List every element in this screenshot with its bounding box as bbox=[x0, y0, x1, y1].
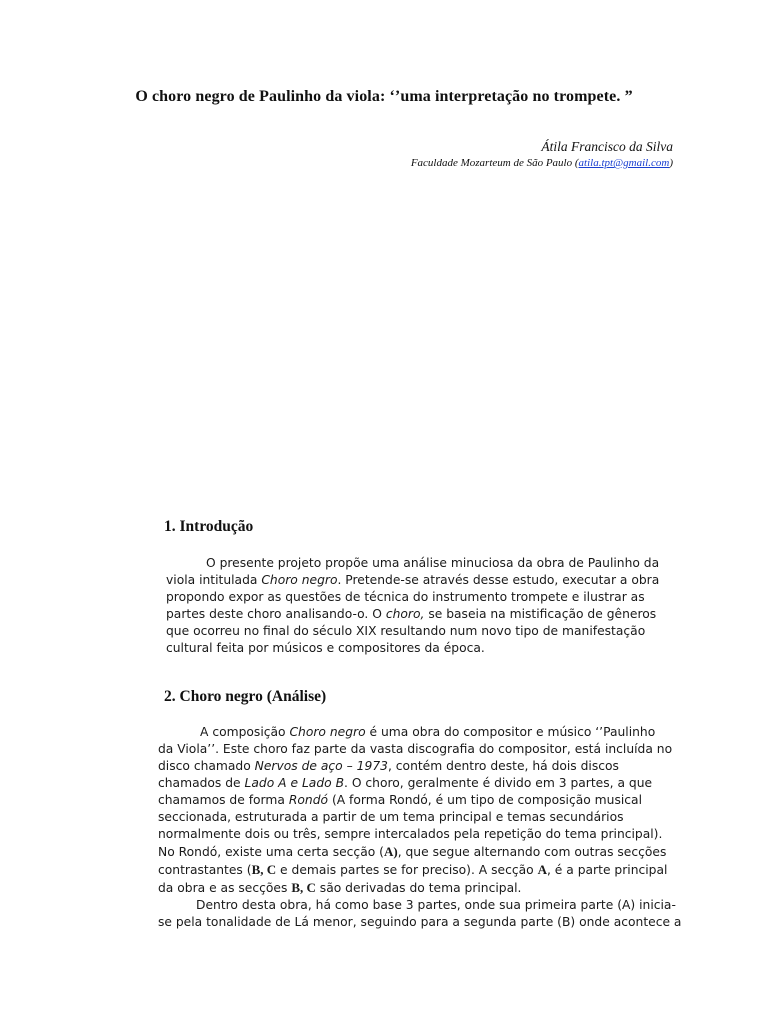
text-run: . Pretende-se através desse estudo, executar a obra bbox=[337, 573, 660, 587]
text-run: são derivadas do tema principal. bbox=[315, 881, 522, 895]
author-affiliation bbox=[411, 157, 673, 169]
section-label-bold: B, C bbox=[251, 862, 277, 877]
text-line bbox=[158, 914, 682, 931]
section-label-bold: A bbox=[537, 862, 547, 877]
section-label-bold: B, C bbox=[291, 880, 316, 895]
text-line bbox=[158, 775, 678, 792]
text-line bbox=[166, 572, 666, 589]
text-line bbox=[158, 861, 678, 879]
text-run: cultural feita por músicos e compositores da época. bbox=[166, 641, 485, 655]
text-run: , que segue alternando com outras secções bbox=[397, 845, 667, 859]
author-name: Átila Francisco da Silva bbox=[541, 139, 673, 154]
text-line bbox=[158, 758, 678, 775]
text-line bbox=[166, 640, 666, 657]
text-line bbox=[158, 724, 678, 741]
text-run: No Rondó, existe uma certa secção ( bbox=[158, 845, 384, 859]
text-line bbox=[158, 843, 678, 861]
text-run: chamados de bbox=[158, 776, 245, 790]
text-run: , é a parte principal bbox=[546, 863, 668, 877]
text-run: se pela tonalidade de Lá menor, seguindo para a segunda parte (B) onde acontece a bbox=[158, 915, 682, 929]
author-email-link[interactable]: atila.tpt@gmail.com bbox=[578, 157, 670, 169]
text-line bbox=[158, 809, 678, 826]
text-run: O presente projeto propõe uma análise minuciosa da obra de Paulinho da bbox=[206, 556, 660, 570]
text-line bbox=[166, 589, 666, 606]
text-run: se baseia na mistificação de gêneros bbox=[424, 607, 657, 621]
text-run: e demais partes se for preciso). A secção bbox=[276, 863, 538, 877]
text-run: partes deste choro analisando-o. O bbox=[166, 607, 386, 621]
text-run: da Viola’’. Este choro faz parte da vasta discografia do compositor, está incluída no bbox=[158, 742, 673, 756]
affiliation-text: Faculdade Mozarteum de São Paulo ( bbox=[410, 157, 579, 169]
italic-term: choro, bbox=[385, 607, 425, 621]
album-title-italic: Nervos de aço – 1973 bbox=[254, 759, 388, 773]
analysis-paragraph bbox=[158, 724, 682, 931]
work-title-italic: Choro negro bbox=[261, 573, 338, 587]
text-line bbox=[166, 623, 666, 640]
text-run: disco chamado bbox=[158, 759, 255, 773]
text-run: viola intitulada bbox=[166, 573, 262, 587]
text-run: , contém dentro deste, há dois discos bbox=[387, 759, 619, 773]
text-line bbox=[158, 897, 678, 914]
text-run: A composição bbox=[200, 725, 290, 739]
text-run: que ocorreu no final do século XIX resultando num novo tipo de manifestação bbox=[166, 624, 646, 638]
text-run: da obra e as secções bbox=[158, 881, 292, 895]
text-run: . O choro, geralmente é divido em 3 partes, a que bbox=[344, 776, 653, 790]
text-line bbox=[158, 741, 678, 758]
text-run: é uma obra do compositor e músico ‘’Paulinho bbox=[365, 725, 656, 739]
introduction-paragraph bbox=[166, 555, 666, 657]
text-run: seccionada, estruturada a partir de um tema principal e temas secundários bbox=[158, 810, 624, 824]
text-run: propondo expor as questões de técnica do instrumento trompete e ilustrar as bbox=[166, 590, 645, 604]
affiliation-close: ) bbox=[669, 157, 673, 169]
section-heading-introduction: 1. Introdução bbox=[164, 518, 254, 535]
text-run: chamamos de forma bbox=[158, 793, 289, 807]
text-run: normalmente dois ou três, sempre intercalados pela repetição do tema principal). bbox=[158, 827, 663, 841]
text-line bbox=[158, 879, 678, 897]
text-line bbox=[158, 826, 678, 843]
disc-names-italic: Lado A e Lado B bbox=[244, 776, 345, 790]
form-name-italic: Rondó bbox=[288, 793, 329, 807]
text-run: Dentro desta obra, há como base 3 partes, onde sua primeira parte (A) inicia- bbox=[196, 898, 676, 912]
text-line bbox=[166, 606, 666, 623]
section-label-bold: A) bbox=[383, 844, 398, 859]
text-run: contrastantes ( bbox=[158, 863, 252, 877]
text-line bbox=[166, 555, 666, 572]
text-run: (A forma Rondó, é um tipo de composição musical bbox=[328, 793, 642, 807]
text-line bbox=[158, 792, 678, 809]
section-heading-analysis: 2. Choro negro (Análise) bbox=[164, 688, 327, 705]
paper-title: O choro negro de Paulinho da viola: ‘’uma interpretação no trompete. ” bbox=[135, 88, 633, 105]
work-title-italic: Choro negro bbox=[289, 725, 366, 739]
